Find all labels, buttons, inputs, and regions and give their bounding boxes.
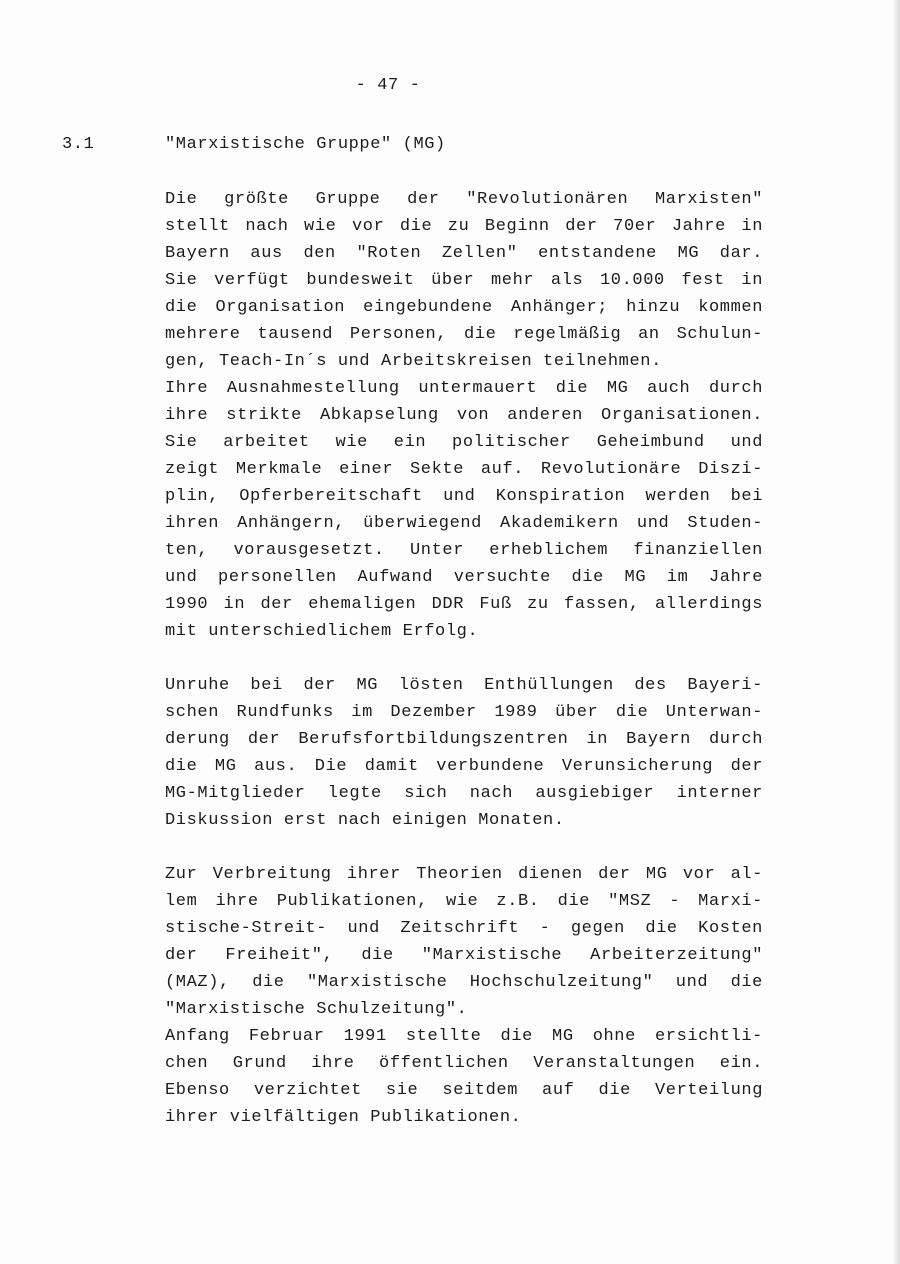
text-line: ihrer vielfältigen Publikationen. <box>165 1108 522 1127</box>
document-body <box>165 186 763 1131</box>
section-title: "Marxistische Gruppe" (MG) <box>165 135 446 154</box>
text-line: und personellen Aufwand versuchte die MG im Jahre <box>165 568 763 587</box>
text-line: Diskussion erst nach einigen Monaten. <box>165 811 565 830</box>
text-line: stische-Streit- und Zeitschrift - gegen die Kosten <box>165 919 763 938</box>
text-line: ihre strikte Abkapselung von anderen Organisationen. <box>165 406 763 425</box>
paragraph <box>165 672 763 834</box>
text-line: derung der Berufsfortbildungszentren in Bayern durch <box>165 730 763 749</box>
text-line: 1990 in der ehemaligen DDR Fuß zu fassen, allerdings <box>165 595 763 614</box>
text-line: Zur Verbreitung ihrer Theorien dienen der MG vor al- <box>165 865 763 884</box>
text-line: "Marxistische Schulzeitung". <box>165 1000 468 1019</box>
text-line: gen, Teach-In´s und Arbeitskreisen teilnehmen. <box>165 352 662 371</box>
text-line: mehrere tausend Personen, die regelmäßig an Schulun- <box>165 325 763 344</box>
text-line: mit unterschiedlichem Erfolg. <box>165 622 479 641</box>
paragraph <box>165 375 763 645</box>
paragraph <box>165 1023 763 1131</box>
text-line: Anfang Februar 1991 stellte die MG ohne ersichtli- <box>165 1027 763 1046</box>
text-line: MG-Mitglieder legte sich nach ausgiebiger interner <box>165 784 763 803</box>
text-line: zeigt Merkmale einer Sekte auf. Revolutionäre Diszi- <box>165 460 763 479</box>
text-line: die Organisation eingebundene Anhänger; hinzu kommen <box>165 298 763 317</box>
text-line: Ebenso verzichtet sie seitdem auf die Verteilung <box>165 1081 763 1100</box>
paragraph <box>165 861 763 1023</box>
text-line: der Freiheit", die "Marxistische Arbeiterzeitung" <box>165 946 763 965</box>
text-line: plin, Opferbereitschaft und Konspiration werden bei <box>165 487 763 506</box>
text-line: stellt nach wie vor die zu Beginn der 70er Jahre in <box>165 217 763 236</box>
text-line: Bayern aus den "Roten Zellen" entstandene MG dar. <box>165 244 763 263</box>
text-line: die MG aus. Die damit verbundene Verunsicherung der <box>165 757 763 776</box>
section-number: 3.1 <box>62 135 95 154</box>
text-line: chen Grund ihre öffentlichen Veranstaltungen ein. <box>165 1054 763 1073</box>
text-line: Die größte Gruppe der "Revolutionären Marxisten" <box>165 190 763 209</box>
text-line: Unruhe bei der MG lösten Enthüllungen des Bayeri- <box>165 676 763 695</box>
page-number: - 47 - <box>355 76 421 95</box>
text-line: ihren Anhängern, überwiegend Akademikern und Studen- <box>165 514 763 533</box>
text-line: Ihre Ausnahmestellung untermauert die MG auch durch <box>165 379 763 398</box>
paragraph <box>165 186 763 375</box>
text-line: (MAZ), die "Marxistische Hochschulzeitung" und die <box>165 973 763 992</box>
text-line: lem ihre Publikationen, wie z.B. die "MSZ - Marxi- <box>165 892 763 911</box>
text-line: Sie arbeitet wie ein politischer Geheimbund und <box>165 433 763 452</box>
text-line: ten, vorausgesetzt. Unter erheblichem finanziellen <box>165 541 763 560</box>
text-line: schen Rundfunks im Dezember 1989 über die Unterwan- <box>165 703 763 722</box>
text-line: Sie verfügt bundesweit über mehr als 10.000 fest in <box>165 271 763 290</box>
